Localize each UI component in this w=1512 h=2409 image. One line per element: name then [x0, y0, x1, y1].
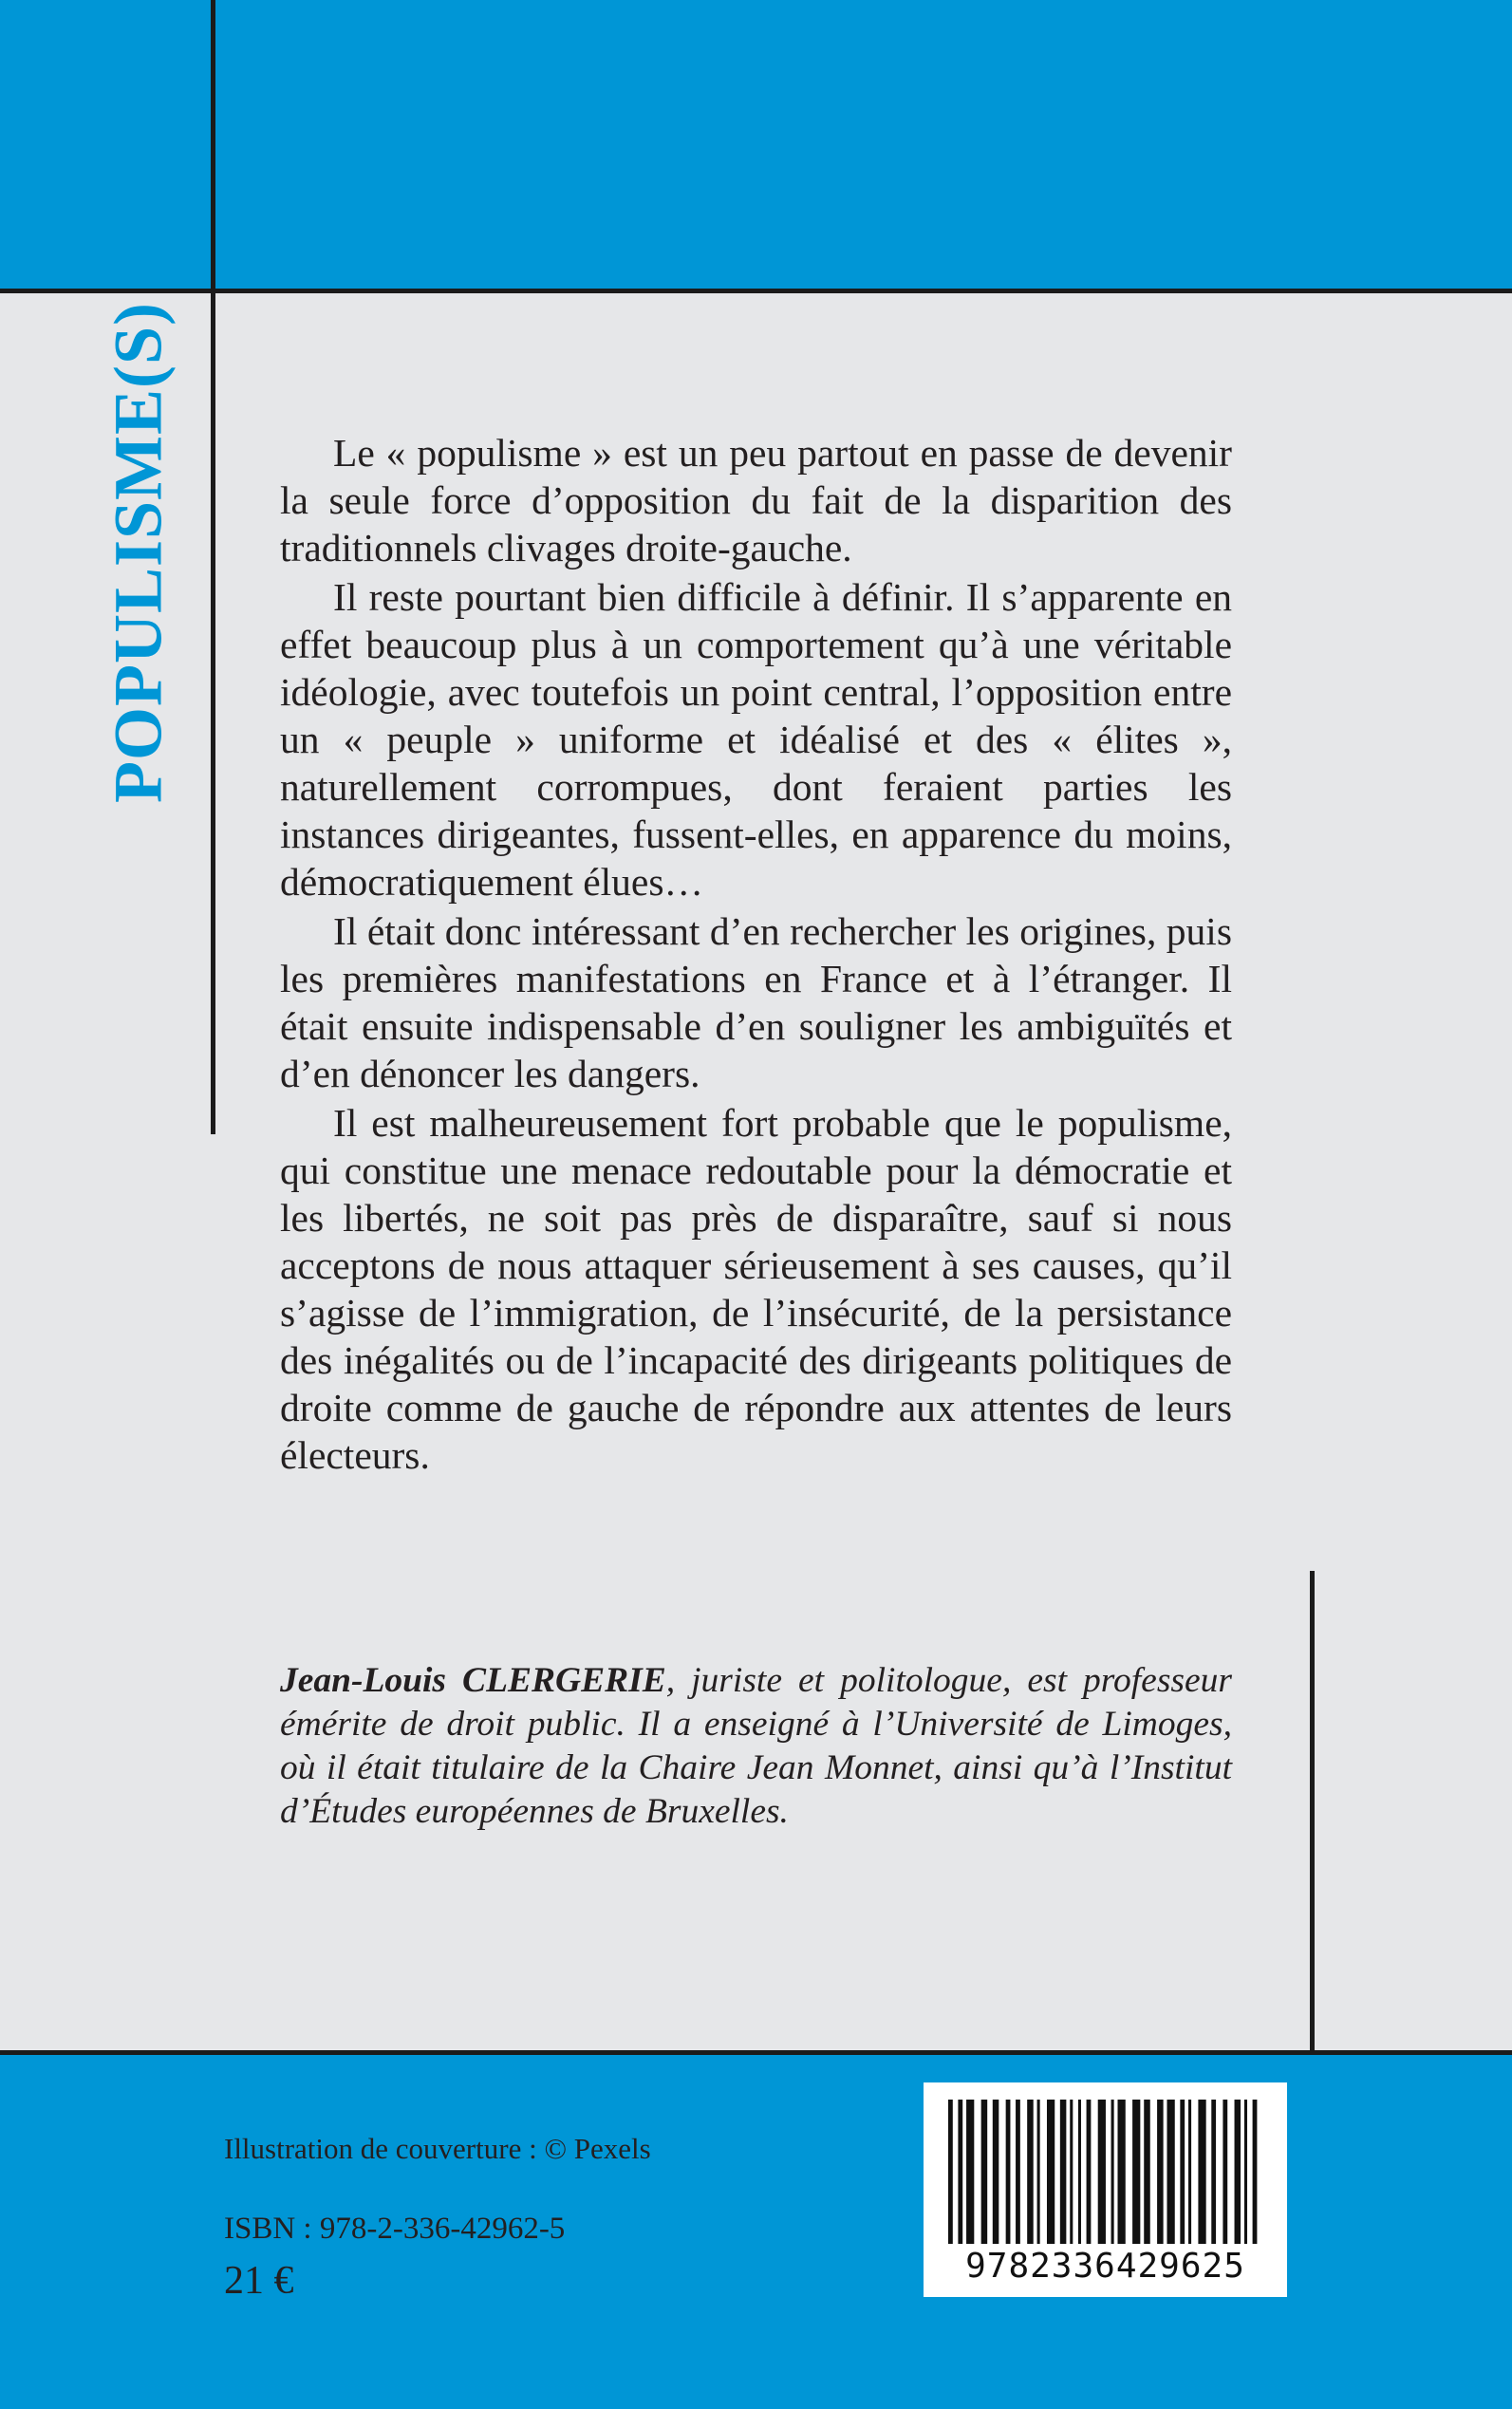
barcode-bar — [1157, 2100, 1164, 2244]
right-vertical-rule — [1310, 1571, 1315, 2052]
barcode-bar — [1167, 2100, 1174, 2244]
barcode-bar — [993, 2100, 999, 2244]
barcode-bar — [1235, 2100, 1241, 2244]
blurb-paragraph: Le « populisme » est un peu partout en passe de devenir la seule force d’opposition du fait de la disparition des traditionnels clivages droite-gauche. — [280, 431, 1232, 570]
barcode-bar — [981, 2100, 988, 2244]
barcode-bar — [1037, 2100, 1040, 2244]
barcode-bar — [1047, 2100, 1055, 2244]
barcode-bar — [1016, 2100, 1020, 2244]
barcode-bar — [1078, 2100, 1081, 2244]
barcode-bar — [1253, 2100, 1258, 2244]
barcode-bar — [966, 2100, 974, 2244]
cover-credit: Illustration de couverture : © Pexels — [224, 2132, 651, 2165]
barcode-bar — [1118, 2100, 1126, 2244]
price: 21 € — [224, 2259, 294, 2303]
barcode-bar — [1060, 2100, 1067, 2244]
barcode-bar — [1223, 2100, 1227, 2244]
barcode-bar — [1070, 2100, 1073, 2244]
barcode-bar — [1098, 2100, 1106, 2244]
barcode-bar — [1211, 2100, 1216, 2244]
left-vertical-rule — [211, 0, 215, 1134]
barcode-bar — [1188, 2100, 1191, 2244]
barcode-bars — [948, 2100, 1262, 2244]
barcode-bar — [1111, 2100, 1114, 2244]
barcode — [924, 2082, 1287, 2297]
barcode-bar — [1244, 2100, 1247, 2244]
author-name: Jean-Louis CLERGERIE — [280, 1661, 666, 1700]
barcode-bar — [1087, 2100, 1092, 2244]
isbn: ISBN : 978-2-336-42962-5 — [224, 2212, 566, 2246]
spine-title: POPULISME(S) — [100, 301, 177, 804]
top-color-band — [0, 0, 1512, 292]
author-bio — [280, 1659, 1232, 1834]
barcode-bar — [1027, 2100, 1034, 2244]
barcode-bar — [1198, 2100, 1205, 2244]
barcode-bar — [958, 2100, 962, 2244]
barcode-bar — [1180, 2100, 1185, 2244]
blurb-paragraph: Il est malheureusement fort probable que le populisme, qui constitue une menace redoutable pour la démocratie et les libertés, ne soit pas près de disparaître, sauf si nous acceptons de nous attaquer sérieusement à ses causes, qu’il s’agisse de l’immigration, de l’insécurité, de la persistance des inégalités ou de l’incapacité des dirigeants politiques de droite comme de gauche de répondre aux attentes de leurs électeurs. — [280, 1101, 1232, 1477]
bottom-rule — [0, 2050, 1512, 2055]
author-bio-text: , juriste et politologue, est professeur émérite de droit public. Il a enseigné à l’Université de Limoges, où il était titulaire de la Chaire Jean Monnet, ainsi qu’à l’Institut d’Études européennes de Bruxelles. — [280, 1661, 1232, 1831]
barcode-digits: 9782336429625 — [965, 2247, 1245, 2286]
barcode-bar — [948, 2100, 953, 2244]
back-cover-blurb — [280, 429, 1232, 1481]
barcode-bar — [1132, 2100, 1140, 2244]
top-rule — [0, 289, 1512, 293]
blurb-paragraph: Il reste pourtant bien difficile à définir. Il s’apparente en effet beaucoup plus à un comportement qu’à une véritable idéologie, avec toutefois un point central, l’opposition entre un « peuple » uniforme et idéalisé et des « élites », naturellement corrompues, dont feraient parties les instances dirigeantes, fussent-elles, en apparence du moins, démocratiquement élues… — [280, 575, 1232, 904]
blurb-paragraph: Il était donc intéressant d’en rechercher les origines, puis les premières manifestations en France et à l’étranger. Il était ensuite indispensable d’en souligner les ambiguïtés et d’en dénoncer les dangers. — [280, 909, 1232, 1095]
barcode-bar — [1144, 2100, 1150, 2244]
barcode-bar — [1006, 2100, 1011, 2244]
